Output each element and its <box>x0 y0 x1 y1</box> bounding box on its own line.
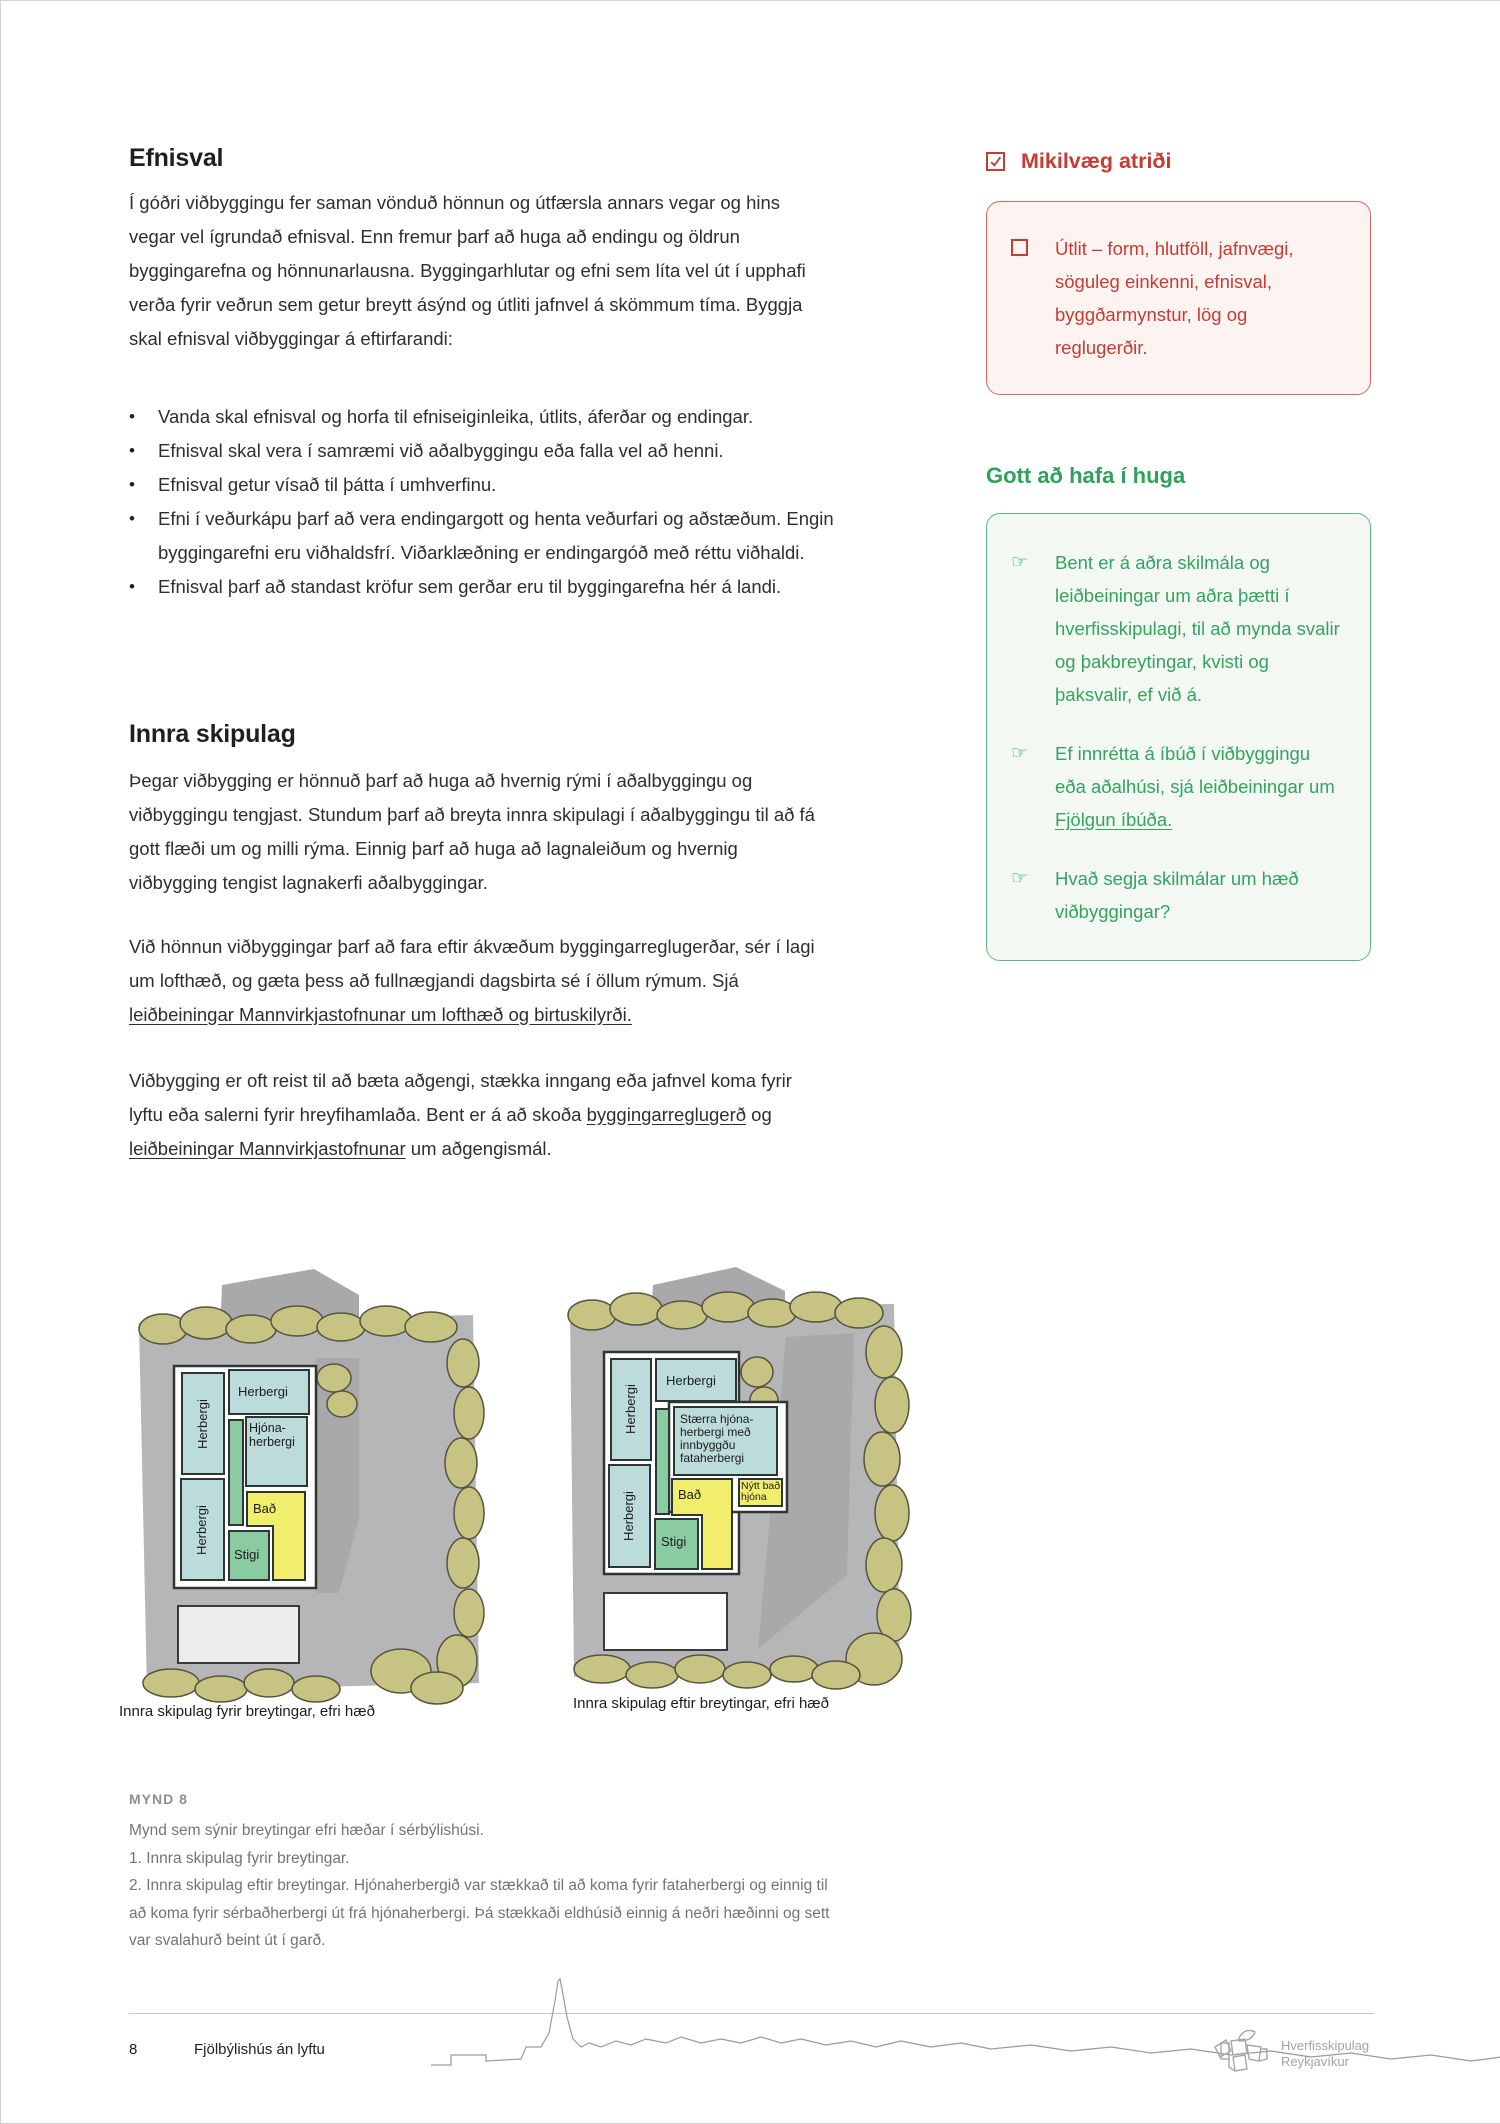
floor-plan-after <box>554 1257 954 1719</box>
list-item <box>129 570 834 604</box>
bullet-text: Efnisval getur vísað til þátta í umhverfinu. <box>158 474 497 495</box>
checked-checkbox-icon <box>986 152 1005 171</box>
room-label-herbergi: Herbergi <box>194 1505 209 1555</box>
section-heading-efnisval: Efnisval <box>129 144 224 172</box>
figure-caption-line: 1. Innra skipulag fyrir breytingar. <box>129 1849 350 1867</box>
good-to-know-box <box>986 513 1371 961</box>
link-mannvirkjastofnun[interactable]: leiðbeiningar Mannvirkjastofnunar <box>129 1137 406 1159</box>
figure-caption-block <box>129 1791 849 1955</box>
important-box <box>986 201 1371 395</box>
bullet-text: Vanda skal efnisval og horfa til efniseiginleika, útlits, áferðar og endingar. <box>158 406 754 427</box>
pointing-hand-icon: ☞ <box>1011 551 1029 573</box>
room-label-herbergi: Herbergi <box>666 1373 716 1388</box>
room-label-herbergi: Herbergi <box>238 1384 288 1399</box>
sidebar-important-header <box>986 149 1172 174</box>
floor-plan-before-drawing <box>101 1263 501 1718</box>
good-item-text: Bent er á aðra skilmála og leiðbeiningar um aðra þætti í hverfisskipulagi, til að mynda svalir og þakbreytingar, kvisti og þaksvalir, ef við á. <box>1055 552 1340 705</box>
list-item <box>129 434 834 468</box>
section-heading-innra-skipulag: Innra skipulag <box>129 720 296 748</box>
hverfisskipulag-logo <box>1209 2025 1369 2083</box>
room-label-hjonaherbergi: Hjóna- herbergi <box>249 1422 295 1449</box>
innra-paragraph-1: Þegar viðbygging er hönnuð þarf að huga að hvernig rými í aðalbyggingu og viðbyggingu tengjast. Stundum þarf að breyta innra skipulagi í aðalbyggingu til að fá gott flæði um og milli rýma. Einnig þarf að huga að lagnaleiðum og hvernig viðbygging tengist lagnakerfi aðalbyggingar. <box>129 769 815 893</box>
efnisval-bullet-list <box>129 400 834 604</box>
bullet-text: Efnisval skal vera í samræmi við aðalbyggingu eða falla vel að henni. <box>158 440 724 461</box>
room-label-herbergi: Herbergi <box>623 1384 638 1434</box>
bullet-icon: • <box>129 407 135 426</box>
figure-number-label: MYND 8 <box>129 1791 188 1807</box>
bullet-icon: • <box>129 509 135 528</box>
paragraph-text: Við hönnun viðbyggingar þarf að fara eftir ákvæðum byggingarreglugerðar, sér í lagi um lofthæð, og gæta þess að fullnægjandi dagsbirta sé í öllum rýmum. Sjá <box>129 935 815 991</box>
good-item <box>1011 737 1340 836</box>
figure-caption-after: Innra skipulag eftir breytingar, efri hæð <box>573 1695 829 1712</box>
paragraph-text: Viðbygging er oft reist til að bæta aðgengi, stækka inngang eða jafnvel koma fyrir lyftu eða salerni fyrir hreyfihamlaða. Bent er á að skoða <box>129 1069 792 1125</box>
room-label-bad: Bað <box>253 1501 277 1516</box>
bullet-text: Efnisval þarf að standast kröfur sem gerðar eru til byggingarefna hér á landi. <box>158 576 782 597</box>
floor-plan-after-drawing <box>554 1257 954 1719</box>
innra-paragraph-2 <box>129 930 829 1032</box>
bullet-icon: • <box>129 475 135 494</box>
innra-paragraph-3 <box>129 1064 829 1166</box>
important-item <box>1011 232 1336 364</box>
room-label-bad: Bað <box>678 1487 702 1502</box>
figure-caption-line: Mynd sem sýnir breytingar efri hæðar í sérbýlishúsi. <box>129 1822 484 1839</box>
good-item-text <box>1055 737 1340 836</box>
good-item-text-part: Ef innrétta á íbúð í viðbyggingu eða aðalhúsi, sjá leiðbeiningar um <box>1055 743 1335 797</box>
list-item <box>129 468 834 502</box>
sidebar-good-title: Gott að hafa í huga <box>986 463 1186 488</box>
good-item <box>1011 862 1340 928</box>
logo-icon <box>1209 2025 1271 2083</box>
floor-plan-before <box>101 1263 501 1718</box>
list-item <box>129 400 834 434</box>
important-item-text: Útlit – form, hlutföll, jafnvægi, söguleg einkenni, efnisval, byggðarmynstur, lög og reglugerðir. <box>1055 238 1294 358</box>
room-label-herbergi: Herbergi <box>195 1399 210 1449</box>
logo-line-2: Reykjavíkur <box>1281 2054 1349 2069</box>
logo-text <box>1281 2038 1369 2070</box>
link-byggingarreglugerd[interactable]: byggingarreglugerð <box>586 1103 747 1125</box>
logo-line-1: Hverfisskipulag <box>1281 2038 1370 2053</box>
page-number: 8 <box>129 2041 138 2058</box>
bullet-text: Efni í veðurkápu þarf að vera endingargott og henta veðurfari og aðstæðum. Engin byggingarefni eru viðhaldsfrí. Viðarklæðning er endingargóð með réttu viðhaldi. <box>158 508 834 563</box>
sidebar-important-title: Mikilvæg atriði <box>1021 149 1172 173</box>
bullet-icon: • <box>129 577 135 596</box>
footer-section-label: Fjölbýlishús án lyftu <box>194 2041 325 2058</box>
figure-caption-line: 2. Innra skipulag eftir breytingar. Hjónaherbergið var stækkað til að koma fyrir fataherbergi og einnig til að koma fyrir sérbaðherbergi út frá hjónaherbergi. Þá stækkaði eldhúsið einnig á neðri hæðinni og sett var svalahurð beint út í garð. <box>129 1877 830 1949</box>
link-fjolgun-ibuda[interactable]: Fjölgun íbúða. <box>1055 809 1173 830</box>
efnisval-intro-paragraph: Í góðri viðbyggingu fer saman vönduð hönnun og útfærsla annars vegar og hins vegar vel ígrundað efnisval. Enn fremur þarf að huga að endingu og öldrun byggingarefna og hönnunarlausna. Byggingarhlutar og efni sem líta vel út í upphafi verða fyrir veðrun sem getur breytt ásýnd og útliti jafnvel á skömmum tíma. Byggja skal efnisval viðbyggingar á eftirfarandi: <box>129 191 806 349</box>
checkbox-icon[interactable] <box>1011 232 1055 261</box>
list-item <box>129 502 834 570</box>
figure-caption-before: Innra skipulag fyrir breytingar, efri hæð <box>119 1703 375 1720</box>
room-label-stigi: Stigi <box>234 1547 260 1562</box>
good-item-text: Hvað segja skilmálar um hæð viðbyggingar? <box>1055 868 1299 922</box>
link-lofthaed-birtuskilyrdi[interactable]: leiðbeiningar Mannvirkjastofnunar um lofthæð og birtuskilyrði. <box>129 1003 632 1025</box>
room-label-stigi: Stigi <box>661 1534 687 1549</box>
pointing-hand-icon: ☞ <box>1011 742 1029 764</box>
room-label-nytt-bad: Nýtt bað hjóna <box>741 1481 781 1503</box>
room-label-staerra-hjonaherbergi: Stærra hjóna- herbergi með innbyggðu fataherbergi <box>680 1413 754 1465</box>
pointing-hand-icon: ☞ <box>1011 867 1029 889</box>
bullet-icon: • <box>129 441 135 460</box>
good-item <box>1011 546 1340 711</box>
paragraph-text: og <box>751 1103 772 1125</box>
paragraph-text: um aðgengismál. <box>410 1137 552 1159</box>
room-label-herbergi: Herbergi <box>621 1491 636 1541</box>
